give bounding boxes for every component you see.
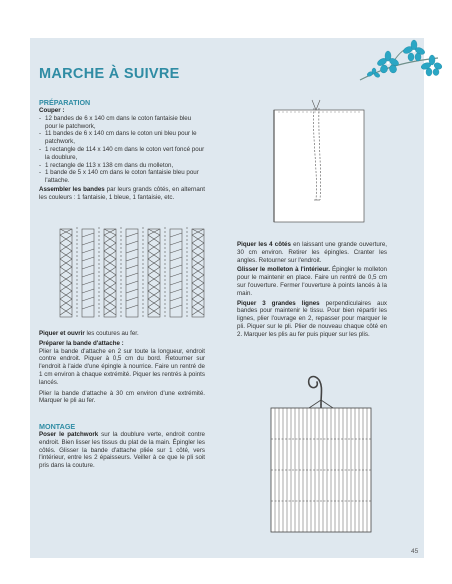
piquer-bold: Piquer et ouvrir xyxy=(39,330,85,337)
poser-bold: Poser le patchwork xyxy=(39,431,99,438)
list-item: - 1 rectangle de 114 x 140 cm dans le coton vert foncé pour la doublure, xyxy=(39,146,205,162)
assembly-block xyxy=(39,330,205,405)
attache-paragraph-2: Plier la bande d'attache à 30 cm environ d'une extrémité. Marquer le pli au fer. xyxy=(39,389,205,405)
attache-paragraph-1: Plier la bande d'attache en 2 sur toute la longueur, endroit contre endroit. Piquer à 0,5 cm du bord. Retourner sur l'endroit à l'aide d'une épingle à nourrice. Faire un rentré de 1 cm environ à chaque extrémité. Piquer les rentrés à points lancés. xyxy=(39,347,205,386)
poser-text: sur la doublure verte, endroit contre endroit. Bien lisser les tissus du plat de la main. Épingler les côtés. Glisser la bande d'attache pliée sur 1 côté, vers l'intérieur, entre les 2 épaisseurs. Veiller à ce que le pli soit pris dans la couture. xyxy=(39,431,205,470)
rectangle-with-tie-illustration xyxy=(272,100,368,226)
cut-list xyxy=(39,115,205,185)
right-paragraph-1 xyxy=(237,241,387,264)
assembler-paragraph xyxy=(39,186,205,202)
list-item: - 1 rectangle de 113 x 138 cm dans du molleton, xyxy=(39,162,205,170)
list-item: - 12 bandes de 6 x 140 cm dans le coton fantaisie bleu pour le patchwork, xyxy=(39,115,205,131)
assembler-text: par leurs grands côtés, en alternant les couleurs : 1 fantaisie, 1 bleue, 1 fantaisie, etc. xyxy=(39,185,206,201)
p2-text: Épingler le molleton pour le maintenir en place. Faire un rentré de 0,5 cm sur l'ouverture. Fermer l'ouverture à points lancés à la main. xyxy=(237,266,387,297)
page-title: MARCHE À SUIVRE xyxy=(39,66,180,82)
right-column xyxy=(237,241,387,339)
p3-text: perpendiculaires aux bandes pour maintenir le tissu. Pour bien répartir les lignes, plier l'ouvrage en 2, repasser pour marquer le pli. Piquer sur le pli. Plier de nouveau chaque côté en 2. Marquer les plis au fer puis piquer sur les plis. xyxy=(237,299,387,338)
montage-heading: MONTAGE xyxy=(39,422,76,431)
preparation-heading: PRÉPARATION xyxy=(39,98,91,107)
p3-bold: Piquer 3 grandes lignes xyxy=(237,299,320,307)
right-paragraph-2 xyxy=(237,266,387,297)
assembler-bold: Assembler les bandes xyxy=(39,185,105,193)
orchid-flower-icon xyxy=(360,40,440,90)
preparation-block xyxy=(39,107,205,202)
strips-illustration xyxy=(58,225,208,323)
page-number: 45 xyxy=(411,548,419,555)
piquer-paragraph xyxy=(39,330,205,338)
list-item: - 1 bande de 5 x 140 cm dans le coton fantaisie bleu pour l'attache. xyxy=(39,169,205,185)
p2-bold: Glisser le molleton à l'intérieur. xyxy=(237,266,330,274)
p1-text: en laissant une grande ouverture, 30 cm environ. Retirer les épingles. Cranter les angles. Retourner sur l'endroit. xyxy=(237,241,387,264)
list-item: - 11 bandes de 6 x 140 cm dans le coton uni bleu pour le patchwork, xyxy=(39,130,205,146)
couper-label: Couper : xyxy=(39,107,65,114)
quilt-with-hook-illustration xyxy=(269,370,373,534)
p1-bold: Piquer les 4 côtés xyxy=(237,241,291,248)
right-paragraph-3 xyxy=(237,300,387,339)
montage-paragraph xyxy=(39,431,205,470)
piquer-text: les coutures au fer. xyxy=(84,330,139,337)
attache-label: Préparer la bande d'attache : xyxy=(39,339,124,347)
